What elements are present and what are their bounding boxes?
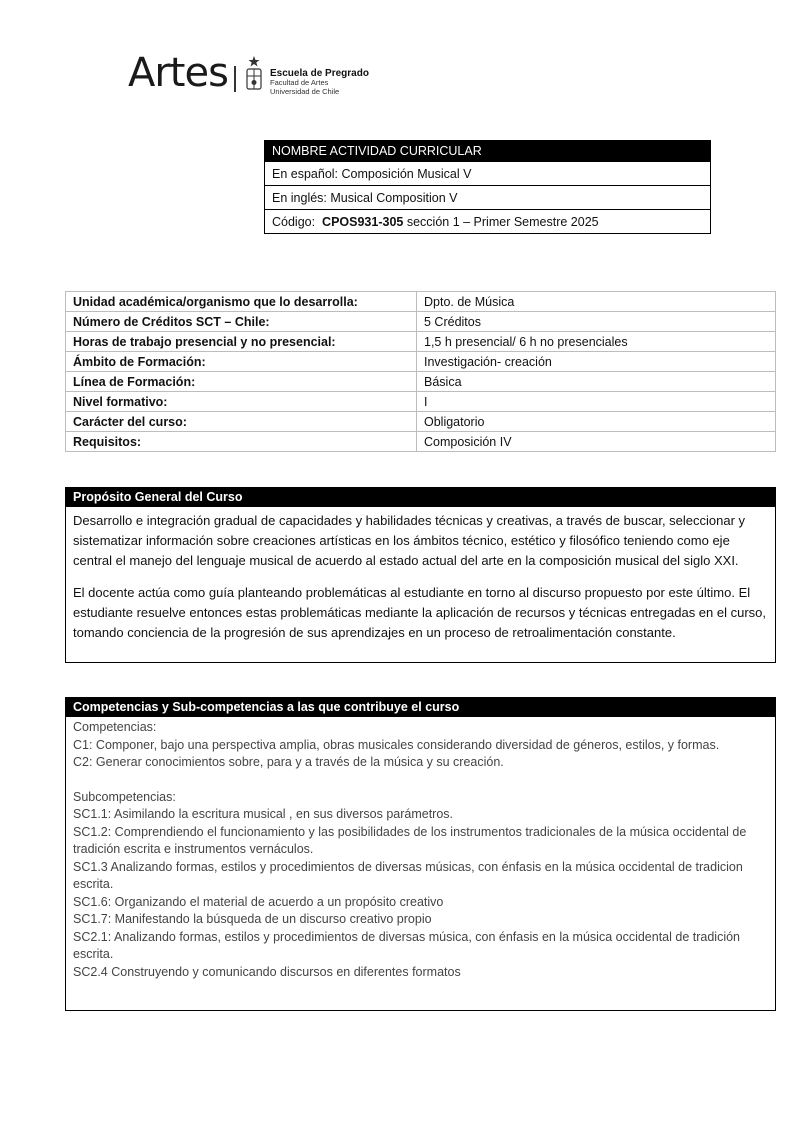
- competencias-body: [66, 717, 775, 981]
- info-table: [65, 291, 776, 452]
- codigo-label: Código:: [272, 214, 316, 229]
- nombre-header: NOMBRE ACTIVIDAD CURRICULAR: [265, 141, 711, 162]
- table-row: [66, 392, 776, 412]
- artes-logo: [128, 52, 388, 100]
- subcompetencias-label: Subcompetencias:: [73, 789, 176, 804]
- info-value: I: [417, 392, 776, 412]
- info-label: Carácter del curso:: [66, 412, 417, 432]
- logo-line2: Facultad de Artes: [270, 78, 329, 87]
- info-label: Unidad académica/organismo que lo desarrolla:: [66, 292, 417, 312]
- info-value: Dpto. de Música: [417, 292, 776, 312]
- nombre-espanol: En español: Composición Musical V: [265, 162, 711, 186]
- logo-line1: Escuela de Pregrado: [270, 68, 369, 79]
- nombre-codigo: [265, 210, 711, 234]
- logo-text: [270, 69, 369, 96]
- codigo-rest: sección 1 – Primer Semestre 2025: [406, 214, 599, 229]
- logo-line3: Universidad de Chile: [270, 87, 340, 96]
- subcompetencia-sc13: SC1.3 Analizando formas, estilos y procedimientos de diversas músicas, con énfasis en la música occidental de tradicion escrita.: [73, 859, 743, 891]
- table-row: [66, 292, 776, 312]
- table-row: [66, 432, 776, 452]
- info-value: 5 Créditos: [417, 312, 776, 332]
- competencia-c2: C2: Generar conocimientos sobre, para y a través de la música y su creación.: [73, 755, 504, 769]
- competencias-header: Competencias y Sub-competencias a las que contribuye el curso: [66, 698, 775, 717]
- subcompetencia-sc21: SC2.1: Analizando formas, estilos y procedimientos de diversas música, con énfasis en la música occidental de tradición escrita.: [73, 929, 741, 961]
- competencias-label: Competencias:: [73, 720, 157, 734]
- info-label: Ámbito de Formación:: [66, 352, 417, 372]
- nombre-ingles: En inglés: Musical Composition V: [265, 186, 711, 210]
- logo-wordmark: Artes: [128, 50, 228, 96]
- info-label: Requisitos:: [66, 432, 417, 452]
- subcompetencia-sc12: SC1.2: Comprendiendo el funcionamiento y las posibilidades de los instrumentos tradicionales de la música occidental de tradición escrita e instrumentos vernáculos.: [73, 824, 747, 856]
- info-label: Nivel formativo:: [66, 392, 417, 412]
- competencias-section: [65, 697, 776, 1011]
- info-value: Composición IV: [417, 432, 776, 452]
- table-row: [66, 312, 776, 332]
- info-value: Obligatorio: [417, 412, 776, 432]
- subcompetencia-sc24: SC2.4 Construyendo y comunicando discursos en diferentes formatos: [73, 964, 461, 979]
- proposito-paragraph-1: Desarrollo e integración gradual de capacidades y habilidades técnicas y creativas, a través de buscar, seleccionar y sistematizar información sobre creaciones artísticas en los ámbitos técnico, estético y filosófico teniendo como eje central el manejo del lenguaje musical de acuerdo al estado actual del arte en la composición musical del siglo XXI.: [73, 513, 746, 568]
- table-row: [66, 372, 776, 392]
- info-label: Número de Créditos SCT – Chile:: [66, 312, 417, 332]
- codigo-value: CPOS931-305: [322, 214, 404, 229]
- proposito-header: Propósito General del Curso: [66, 488, 775, 507]
- subcompetencia-sc11: SC1.1: Asimilando la escritura musical , en sus diversos parámetros.: [73, 807, 454, 821]
- info-label: Horas de trabajo presencial y no presencial:: [66, 332, 417, 352]
- table-row: [66, 352, 776, 372]
- table-row: [66, 332, 776, 352]
- table-row: [66, 412, 776, 432]
- info-value: Investigación- creación: [417, 352, 776, 372]
- subcompetencia-sc16: SC1.6: Organizando el material de acuerdo a un propósito creativo: [73, 894, 444, 909]
- nombre-actividad-table: [264, 140, 711, 234]
- proposito-section: [65, 487, 776, 663]
- info-value: 1,5 h presencial/ 6 h no presenciales: [417, 332, 776, 352]
- subcompetencia-sc17: SC1.7: Manifestando la búsqueda de un discurso creativo propio: [73, 912, 432, 926]
- logo-divider: [234, 66, 236, 92]
- spacer: [73, 772, 768, 789]
- info-value: Básica: [417, 372, 776, 392]
- competencia-c1: C1: Componer, bajo una perspectiva amplia, obras musicales considerando diversidad de géneros, estilos, y formas.: [73, 737, 720, 752]
- university-seal-icon: [241, 54, 267, 96]
- info-label: Línea de Formación:: [66, 372, 417, 392]
- proposito-paragraph-2: El docente actúa como guía planteando problemáticas al estudiante en torno al discurso propuesto por este último. El estudiante resuelve entonces estas problemáticas mediante la aplicación de recursos y técnicas entregadas en el curso, tomando conciencia de la progresión de sus aprendizajes en un proceso de retroalimentación constante.: [73, 585, 767, 640]
